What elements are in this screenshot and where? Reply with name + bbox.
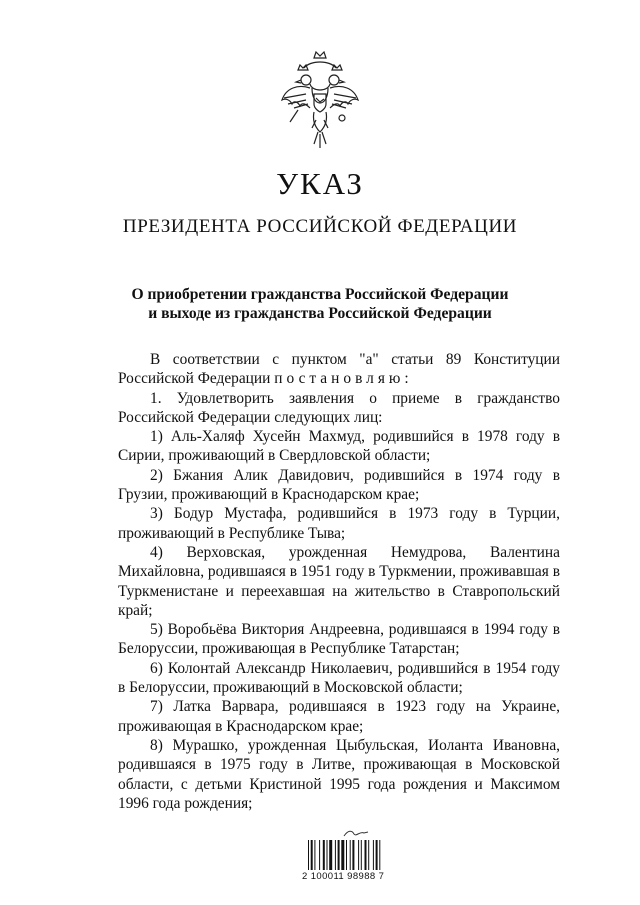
preamble-text: В соответствии с пунктом "а" статьи 89 Конституции Российской Федерации — [118, 351, 560, 388]
person-item: 6) Колонтай Александр Николаевич, родившийся в 1954 году в Белоруссии, проживающий в Московской области; — [118, 659, 560, 697]
decree-title — [0, 285, 640, 323]
issuer-heading: ПРЕЗИДЕНТА РОССИЙСКОЙ ФЕДЕРАЦИИ — [122, 216, 518, 237]
preamble-paragraph — [118, 350, 560, 389]
barcode-number: 2 100011 98988 7 — [302, 871, 385, 882]
person-item: 7) Латка Варвара, родившаяся в 1923 году на Украине, проживающая в Краснодарском крае; — [118, 698, 560, 735]
person-item: 1) Аль-Халяф Хусейн Махмуд, родившийся в 1978 году в Сирии, проживающий в Свердловской области; — [118, 428, 560, 465]
clause-1-paragraph: 1. Удовлетворить заявления о приеме в гражданство Российской Федерации следующих лиц: — [118, 389, 560, 426]
person-item: 4) Верховская, урожденная Немудрова, Валентина Михайловна, родившаяся в 1951 году в Туркмении, проживавшая в Туркменистане и переехавшая на жительство в Ставропольский край; — [118, 543, 560, 619]
person-item: 3) Бодур Мустафа, родившийся в 1973 году в Турции, проживающий в Республике Тыва; — [118, 505, 560, 542]
document-type-heading: УКАЗ — [276, 166, 364, 201]
barcode-block — [302, 828, 406, 884]
person-item: 8) Мурашко, урожденная Цыбульская, Иоланта Ивановна, родившаяся в 1975 году в Литве, проживающая в Московской области, с детьми Кристиной 1995 года рождения и Максимом 1996 года рождения; — [118, 736, 560, 812]
person-item: 5) Воробьёва Виктория Андреевна, родившаяся в 1994 году в Белоруссии, проживающая в Республике Татарстан; — [118, 621, 560, 658]
barcode-icon — [306, 840, 406, 870]
decree-title-line-2: и выходе из гражданства Российской Федерации — [148, 305, 492, 322]
signature-mark-icon — [342, 828, 370, 838]
decree-body — [118, 350, 560, 813]
decree-title-line-1: О приобретении гражданства Российской Федерации — [131, 286, 509, 303]
person-item: 2) Бжания Алик Давидович, родившийся в 1974 году в Грузии, проживающий в Краснодарском крае; — [118, 466, 560, 504]
preamble-decree-word: постановляю: — [274, 370, 413, 388]
coat-of-arms-emblem-icon — [276, 48, 364, 154]
